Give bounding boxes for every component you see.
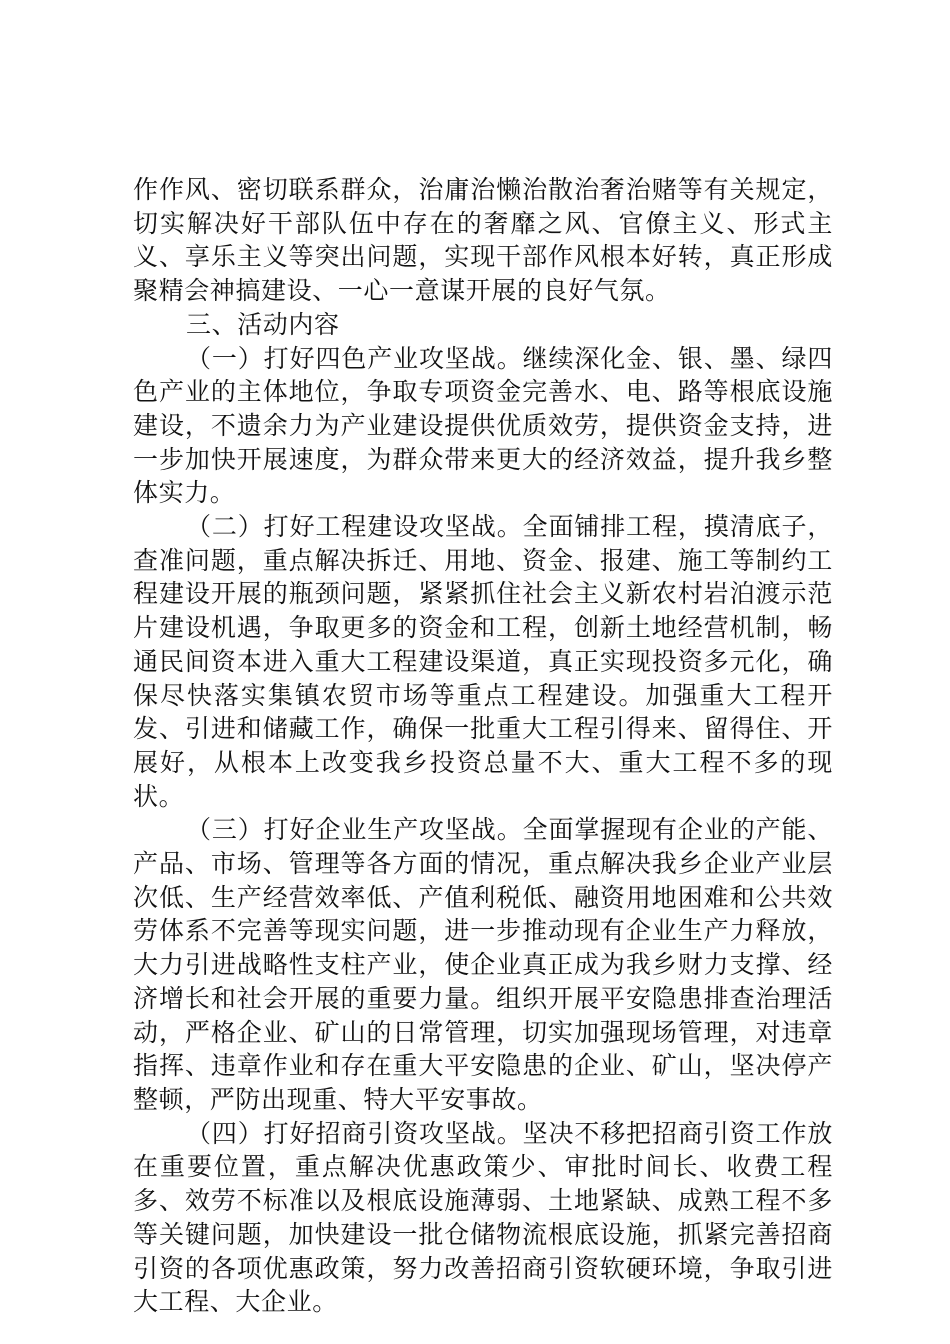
paragraph-enterprise-production: （三）打好企业生产攻坚战。全面掌握现有企业的产能、产品、市场、管理等各方面的情况，重点解决我乡企业产业层次低、生产经营效率低、产值利税低、融资用地困难和公共效劳体系不完善等现实问题，进一步推动现有企业生产力释放，大力引进战略性支柱产业，使企业真正成为我乡财力支撑、经济增长和社会开展的重要力量。组织开展平安隐患排查治理活动，严格企业、矿山的日常管理，切实加强现场管理，对违章指挥、违章作业和存在重大平安隐患的企业、矿山，坚决停产整顿，严防出现重、特大平安事故。	[133, 815, 833, 1114]
paragraph-four-color-industry: （一）打好四色产业攻坚战。继续深化金、银、墨、绿四色产业的主体地位，争取专项资金完善水、电、路等根底设施建设，不遗余力为产业建设提供优质效劳，提供资金支持，进一步加快开展速度，为群众带来更大的经济效益，提升我乡整体实力。	[133, 343, 833, 508]
paragraph-investment-attraction: （四）打好招商引资攻坚战。坚决不移把招商引资工作放在重要位置，重点解决优惠政策少、审批时间长、收费工程多、效劳不标准以及根底设施薄弱、土地紧缺、成熟工程不多等关键问题，加快建设一批仓储物流根底设施，抓紧完善招商引资的各项优惠政策，努力改善招商引资软硬环境，争取引进大工程、大企业。	[133, 1118, 833, 1317]
section-heading-activity-content: 三、活动内容	[186, 309, 340, 339]
document-body	[133, 173, 833, 1319]
paragraph-project-construction: （二）打好工程建设攻坚战。全面铺排工程，摸清底子，查准问题，重点解决拆迁、用地、资金、报建、施工等制约工程建设开展的瓶颈问题，紧紧抓住社会主义新农村岩泊渡示范片建设机遇，争取更多的资金和工程，创新土地经营机制，畅通民间资本进入重大工程建设渠道，真正实现投资多元化，确保尽快落实集镇农贸市场等重点工程建设。加强重大工程开发、引进和储藏工作，确保一批重大工程引得来、留得住、开展好，从根本上改变我乡投资总量不大、重大工程不多的现状。	[133, 512, 833, 811]
paragraph-continuation: 作作风、密切联系群众，治庸治懒治散治奢治赌等有关规定，切实解决好干部队伍中存在的奢靡之风、官僚主义、形式主义、享乐主义等突出问题，实现干部作风根本好转，真正形成聚精会神搞建设、一心一意谋开展的良好气氛。	[133, 175, 833, 306]
